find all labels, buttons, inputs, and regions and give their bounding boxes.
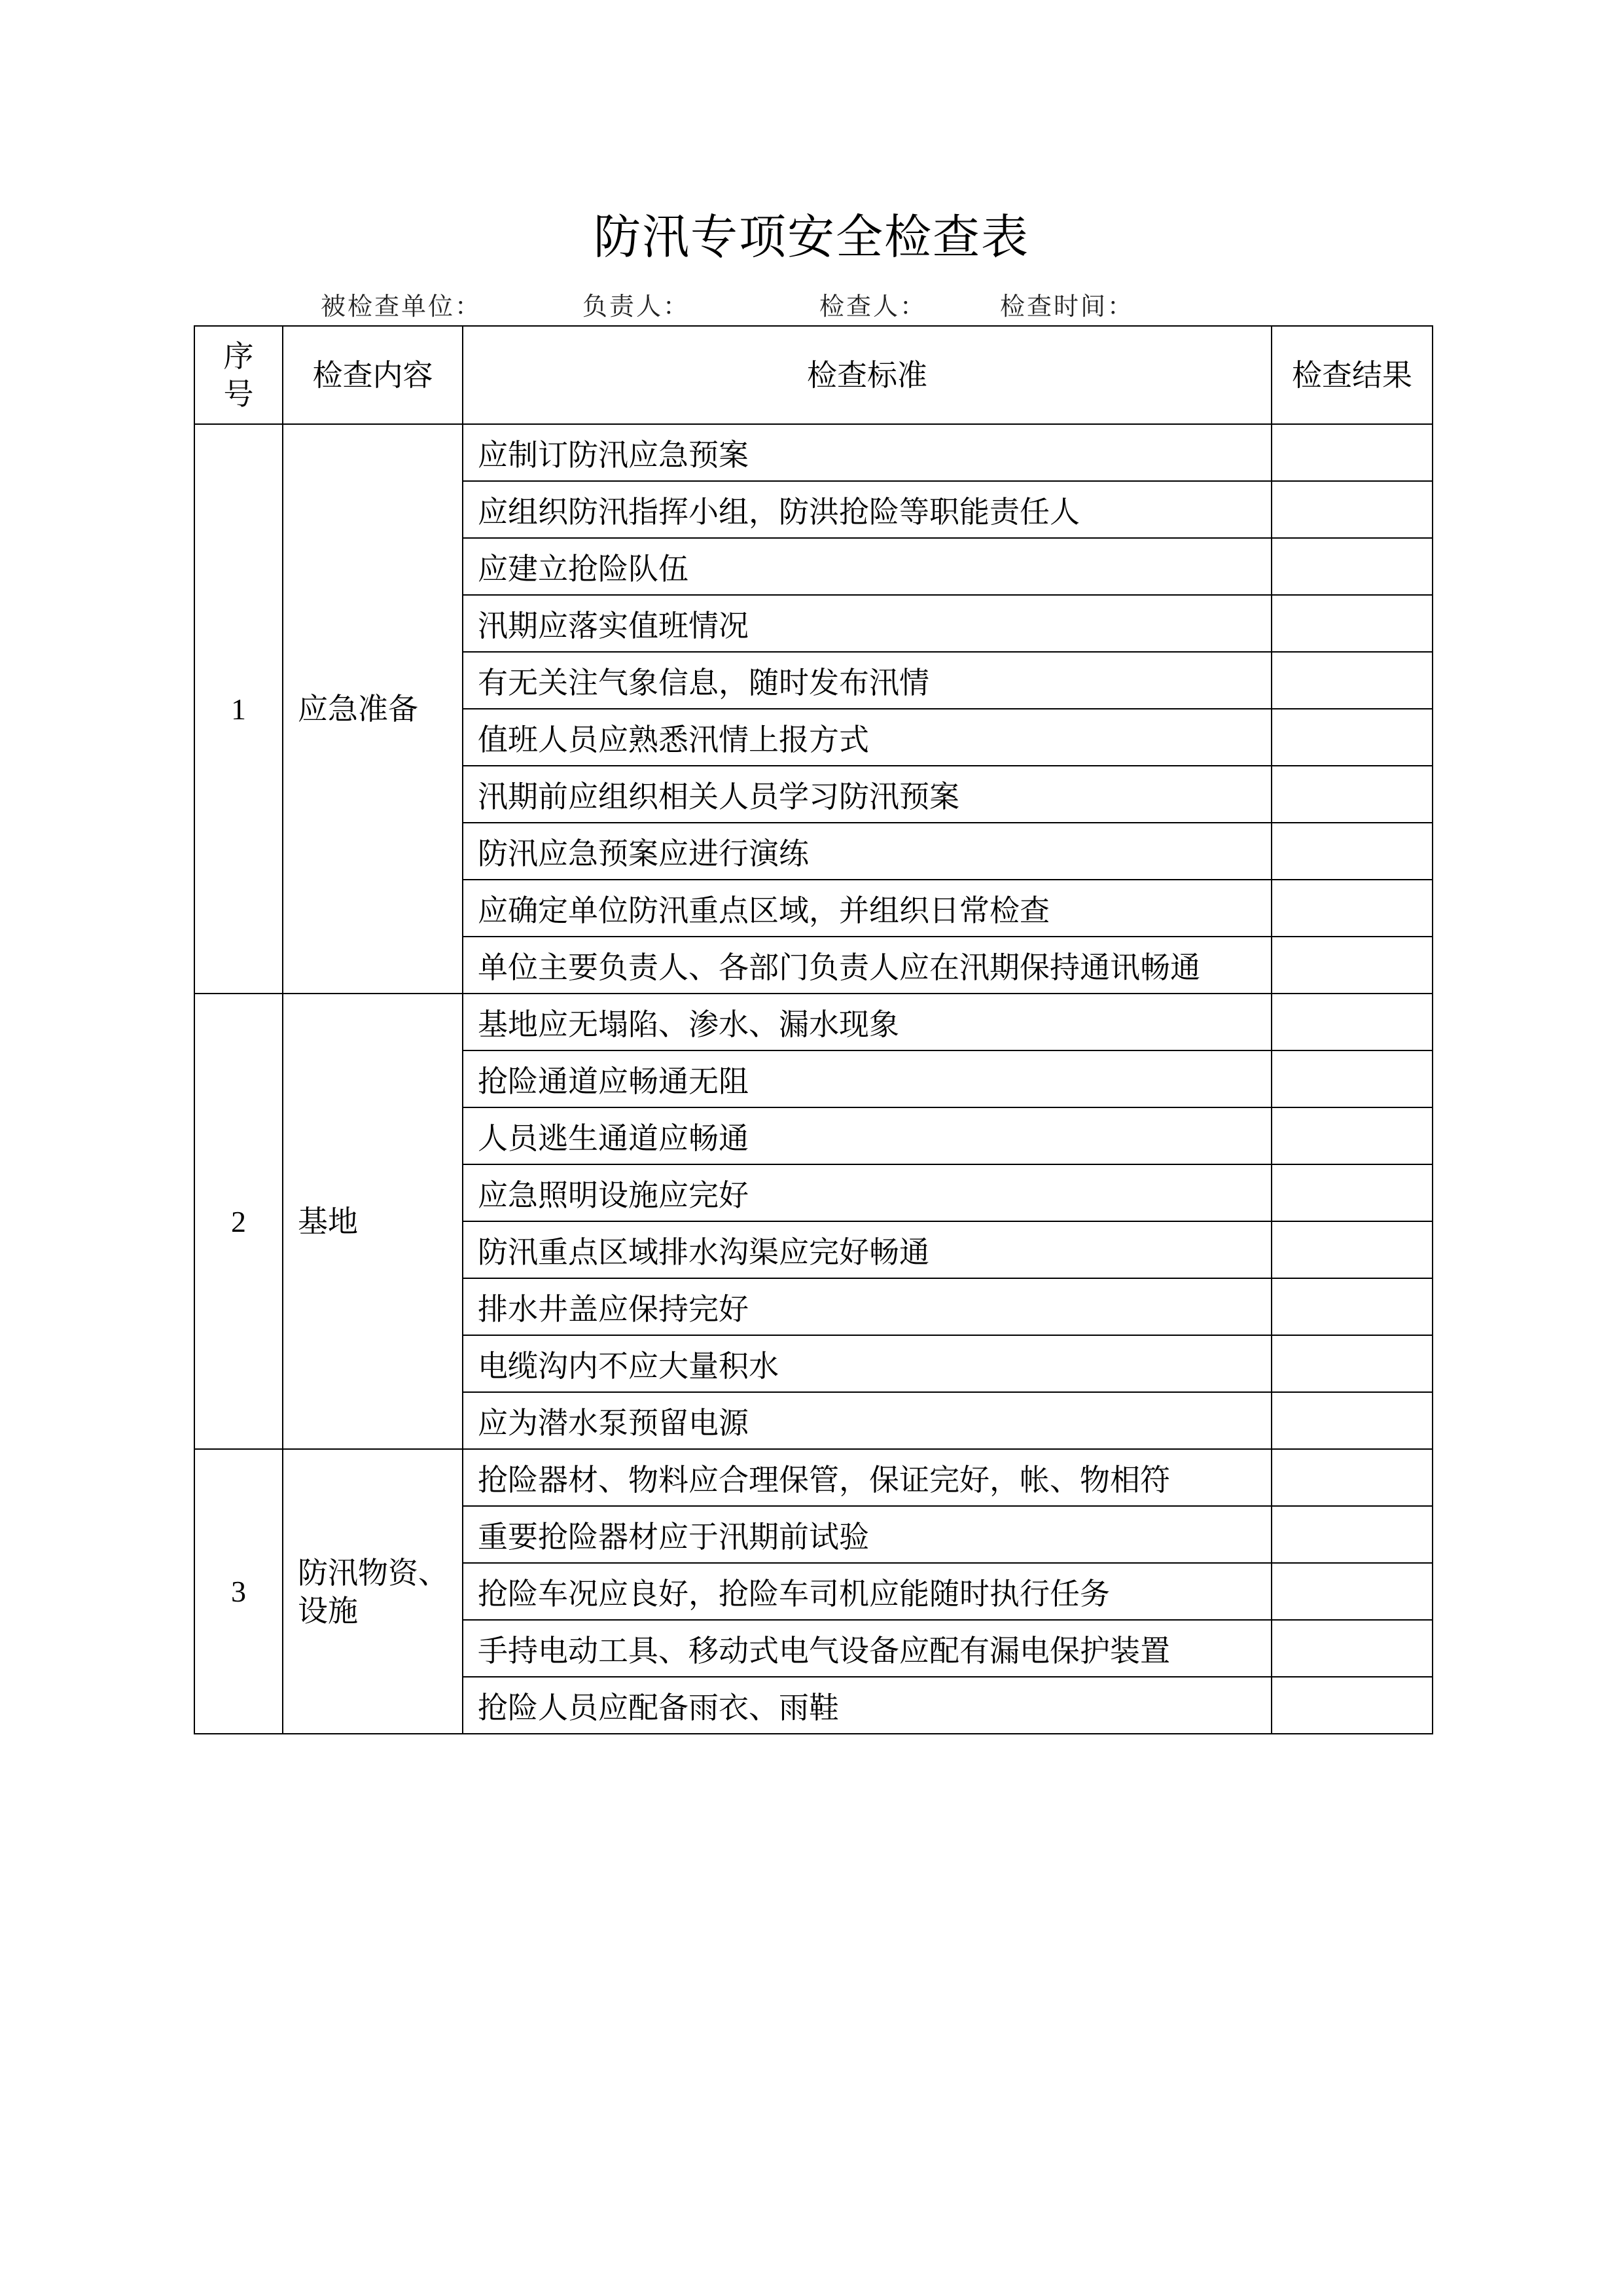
inspection-standard: 抢险通道应畅通无阻 [463,1050,1272,1107]
header-standard: 检查标准 [463,326,1272,424]
inspection-standard: 排水井盖应保持完好 [463,1278,1272,1335]
inspection-standard: 值班人员应熟悉汛情上报方式 [463,709,1272,766]
inspection-result-cell[interactable] [1272,1563,1433,1620]
inspection-result-cell[interactable] [1272,595,1433,652]
section-number: 2 [194,994,283,1449]
inspection-result-cell[interactable] [1272,709,1433,766]
inspection-result-cell[interactable] [1272,1335,1433,1392]
inspection-result-cell[interactable] [1272,538,1433,595]
inspection-result-cell[interactable] [1272,1620,1433,1677]
header-content: 检查内容 [283,326,463,424]
inspection-standard: 汛期前应组织相关人员学习防汛预案 [463,766,1272,823]
inspection-standard: 单位主要负责人、各部门负责人应在汛期保持通讯畅通 [463,937,1272,994]
inspection-result-cell[interactable] [1272,823,1433,880]
section-content-label: 基地 [298,1204,358,1239]
header-no [194,326,283,424]
page-title: 防汛专项安全检查表 [593,209,1029,264]
inspection-result-cell[interactable] [1272,652,1433,709]
section-content [283,424,463,994]
table-header-row [194,326,1433,424]
header-result: 检查结果 [1272,326,1433,424]
inspection-standard: 重要抢险器材应于汛期前试验 [463,1506,1272,1563]
inspection-result-cell[interactable] [1272,880,1433,937]
inspection-standard: 防汛应急预案应进行演练 [463,823,1272,880]
inspection-time-label: 检查时间： [1000,292,1135,321]
section-content [283,994,463,1449]
inspection-result-cell[interactable] [1272,424,1433,481]
inspection-standard: 应组织防汛指挥小组，防洪抢险等职能责任人 [463,481,1272,538]
inspection-result-cell[interactable] [1272,1164,1433,1221]
inspection-result-cell[interactable] [1272,766,1433,823]
inspection-result-cell[interactable] [1272,937,1433,994]
inspection-standard: 人员逃生通道应畅通 [463,1107,1272,1164]
inspection-result-cell[interactable] [1272,481,1433,538]
inspection-standard: 基地应无塌陷、渗水、漏水现象 [463,994,1272,1050]
inspection-standard: 抢险器材、物料应合理保管，保证完好，帐、物相符 [463,1449,1272,1506]
inspection-standard: 应确定单位防汛重点区域，并组织日常检查 [463,880,1272,937]
inspection-result-cell[interactable] [1272,1221,1433,1278]
inspection-standard: 手持电动工具、移动式电气设备应配有漏电保护装置 [463,1620,1272,1677]
inspection-standard: 汛期应落实值班情况 [463,595,1272,652]
section-content-label: 防汛物资、设施 [298,1554,448,1628]
inspection-result-cell[interactable] [1272,1449,1433,1506]
inspection-standard: 应为潜水泵预留电源 [463,1392,1272,1449]
inspection-standard: 电缆沟内不应大量积水 [463,1335,1272,1392]
responsible-person-label: 负责人： [582,292,690,321]
inspection-standard: 应制订防汛应急预案 [463,424,1272,481]
inspection-standard: 应建立抢险队伍 [463,538,1272,595]
inspection-result-cell[interactable] [1272,1278,1433,1335]
table-row [194,1449,1433,1506]
inspection-standard: 防汛重点区域排水沟渠应完好畅通 [463,1221,1272,1278]
inspection-standard: 抢险人员应配备雨衣、雨鞋 [463,1677,1272,1734]
inspection-result-cell[interactable] [1272,1506,1433,1563]
inspection-result-cell[interactable] [1272,1050,1433,1107]
table-row [194,424,1433,481]
inspected-unit-label: 被检查单位： [321,292,482,321]
section-number: 1 [194,424,283,994]
inspection-table [194,325,1433,1734]
section-number: 3 [194,1449,283,1734]
inspection-result-cell[interactable] [1272,994,1433,1050]
inspection-result-cell[interactable] [1272,1677,1433,1734]
header-no-label: 序号 [223,338,254,412]
inspection-result-cell[interactable] [1272,1107,1433,1164]
table-body [194,424,1433,1734]
inspection-result-cell[interactable] [1272,1392,1433,1449]
section-content-label: 应急准备 [298,691,418,726]
inspection-standard: 有无关注气象信息，随时发布汛情 [463,652,1272,709]
inspector-label: 检查人： [819,292,927,321]
section-content [283,1449,463,1734]
table-row [194,994,1433,1050]
inspection-standard: 抢险车况应良好，抢险车司机应能随时执行任务 [463,1563,1272,1620]
inspection-standard: 应急照明设施应完好 [463,1164,1272,1221]
